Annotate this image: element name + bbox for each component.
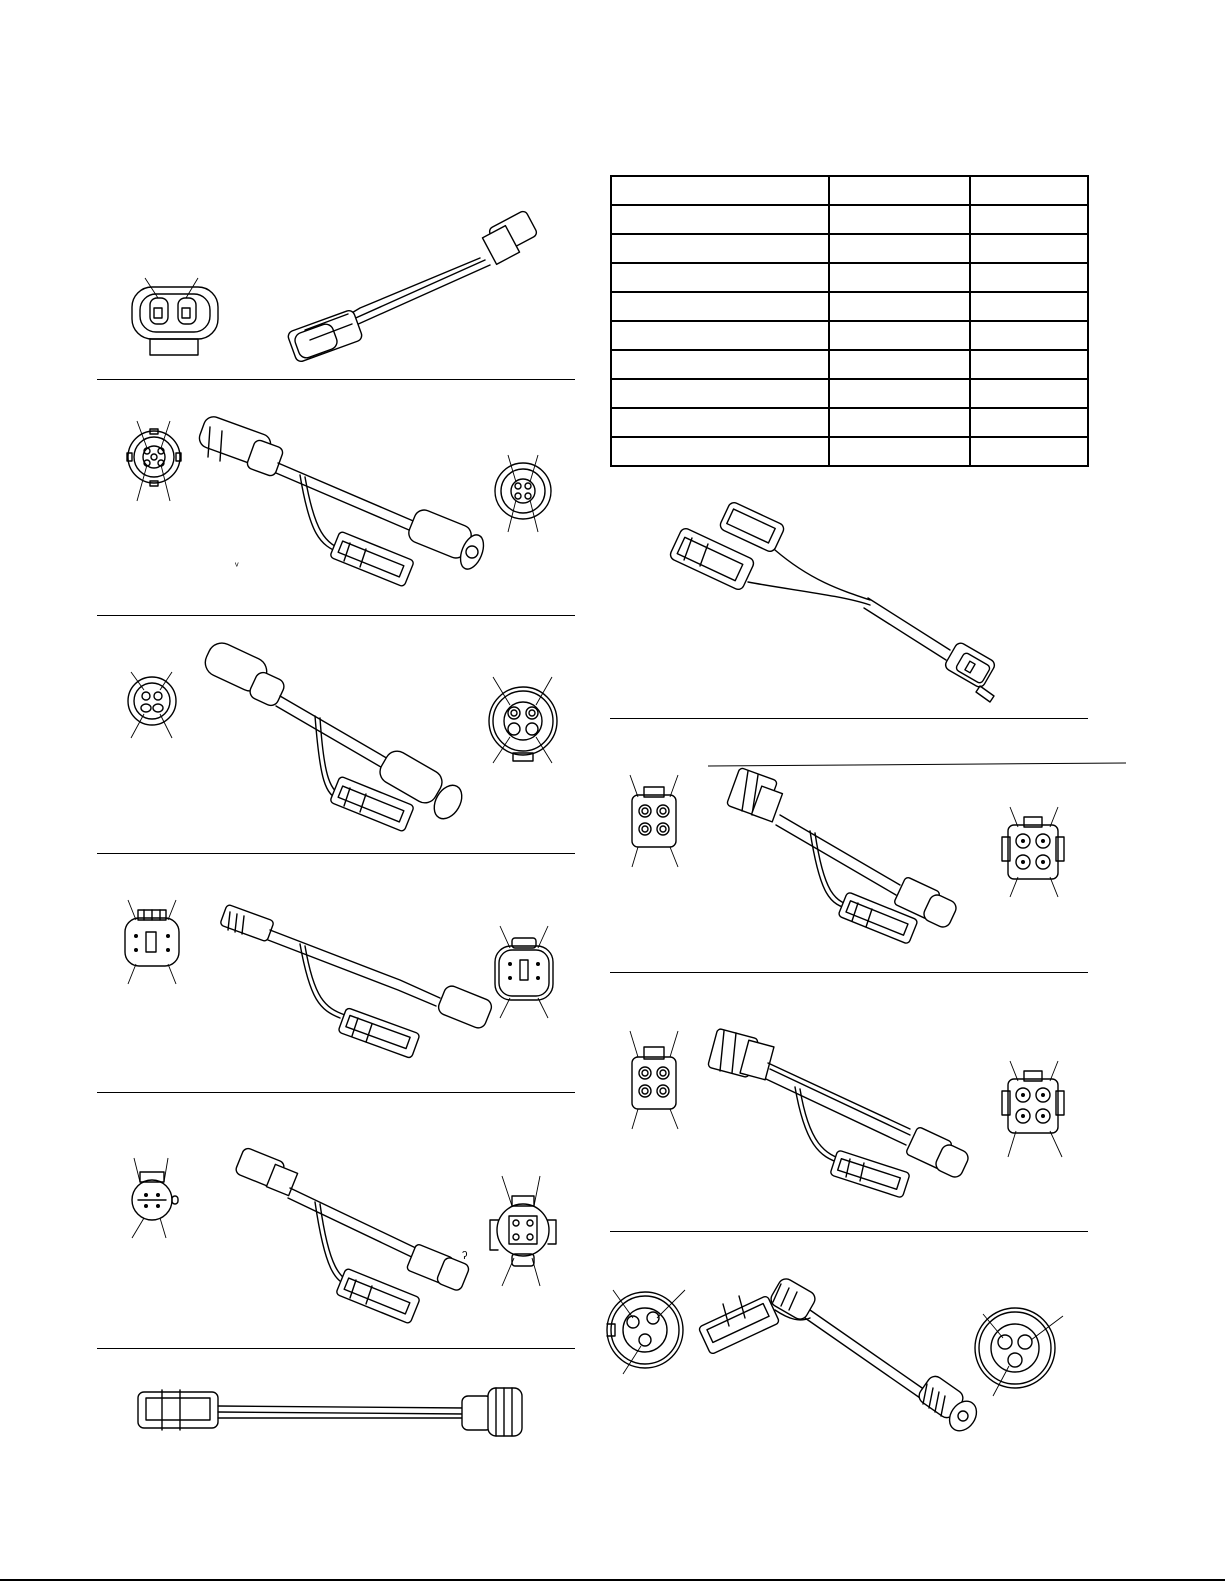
- section-divider: [610, 972, 1088, 973]
- adapter-panel-4: [100, 860, 580, 1090]
- table-cell: [970, 292, 1088, 321]
- section-divider: [97, 1348, 575, 1349]
- table-cell: [970, 205, 1088, 234]
- table-cell: [829, 321, 970, 350]
- table-cell: [970, 379, 1088, 408]
- table-cell: [970, 234, 1088, 263]
- table-cell: [611, 205, 829, 234]
- table-cell: [829, 234, 970, 263]
- table-cell: [829, 437, 970, 466]
- adapter-panel-3: [100, 620, 580, 850]
- three-pin-round-connector-face-icon: [100, 620, 580, 850]
- table-cell: [611, 234, 829, 263]
- section-divider: [97, 379, 575, 380]
- flange-four-pin-connector-face-icon: [610, 765, 1090, 970]
- section-divider: [610, 718, 1088, 719]
- adapter-panel-10: [605, 1270, 1095, 1440]
- stray-mark: ᵥ: [235, 557, 239, 569]
- section-divider: [97, 1092, 575, 1093]
- spec-table: [610, 175, 1089, 467]
- adapter-panel-9: [610, 1025, 1090, 1225]
- three-pin-m12-connector-face-icon: [605, 1270, 1095, 1440]
- table-cell: [970, 321, 1088, 350]
- table-cell: [611, 408, 829, 437]
- table-cell: [970, 408, 1088, 437]
- straight-adapter-harness-icon: [100, 190, 580, 370]
- table-row: [611, 205, 1088, 234]
- table-row: [611, 263, 1088, 292]
- section-divider: [97, 615, 575, 616]
- table-cell: [829, 292, 970, 321]
- table-row: [611, 234, 1088, 263]
- table-cell: [970, 176, 1088, 205]
- flange-four-pin-connector-face-icon: [100, 1100, 580, 1345]
- adapter-panel-2: [100, 385, 580, 610]
- section-divider: [97, 853, 575, 854]
- dual-weatherpack-y-harness-icon: [610, 490, 1090, 710]
- adapter-panel-6: [100, 1360, 580, 1470]
- adapter-panel-8: [610, 765, 1090, 970]
- table-cell: [611, 321, 829, 350]
- four-pin-round-connector-face-icon: [100, 385, 580, 610]
- table-cell: [829, 350, 970, 379]
- table-cell: [611, 379, 829, 408]
- table-cell: [970, 263, 1088, 292]
- table-cell: [829, 263, 970, 292]
- stray-mark: ʔ: [462, 1250, 468, 1262]
- table-row: [611, 350, 1088, 379]
- table-row: [611, 321, 1088, 350]
- table-cell: [611, 350, 829, 379]
- section-divider: [610, 1231, 1088, 1232]
- adapter-panel-5: [100, 1100, 580, 1345]
- table-cell: [829, 379, 970, 408]
- table-cell: [970, 437, 1088, 466]
- adapter-panel-1: [100, 190, 580, 370]
- deutsch-four-pin-connector-face-icon: [100, 860, 580, 1090]
- straight-round-harness-icon: [100, 1360, 580, 1470]
- table-cell: [611, 437, 829, 466]
- adapter-panel-7: [610, 490, 1090, 710]
- table-row: [611, 176, 1088, 205]
- table-row: [611, 292, 1088, 321]
- table-cell: [829, 176, 970, 205]
- table-row: [611, 437, 1088, 466]
- flange-four-pin-connector-face-icon: [610, 1025, 1090, 1225]
- table-cell: [829, 408, 970, 437]
- table-row: [611, 408, 1088, 437]
- table-cell: [611, 263, 829, 292]
- page-footer-rule: [0, 1579, 1225, 1581]
- table-cell: [611, 292, 829, 321]
- table-cell: [611, 176, 829, 205]
- table-cell: [970, 350, 1088, 379]
- table-cell: [829, 205, 970, 234]
- table-row: [611, 379, 1088, 408]
